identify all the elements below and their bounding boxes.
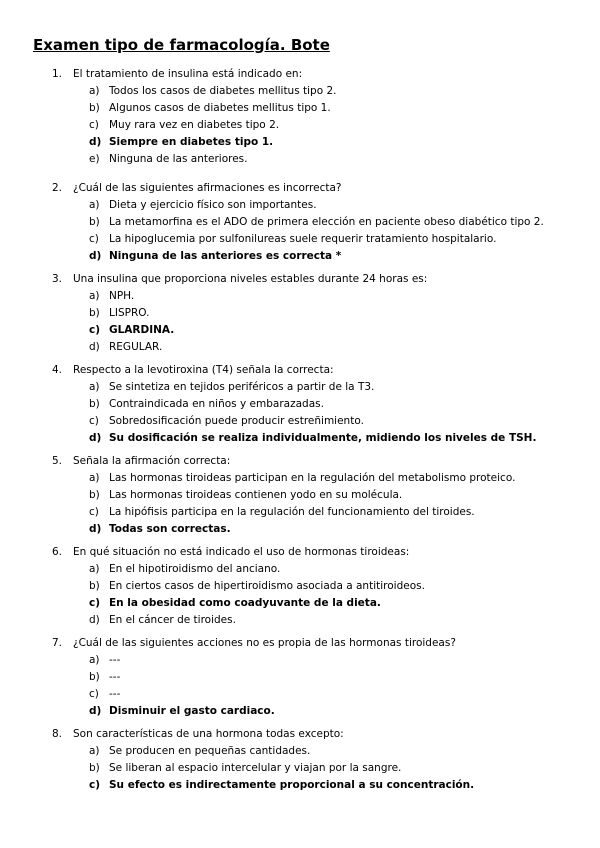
option-letter: c) bbox=[89, 119, 99, 131]
option-row-answer bbox=[0, 430, 600, 447]
option-text: Se sintetiza en tejidos periféricos a partir de la T3. bbox=[109, 381, 375, 393]
question-text: Respecto a la levotiroxina (T4) señala la correcta: bbox=[73, 364, 334, 376]
question-2 bbox=[0, 180, 600, 265]
option-text: Se liberan al espacio intercelular y viajan por la sangre. bbox=[109, 762, 402, 774]
option-row bbox=[0, 652, 600, 669]
option-row bbox=[0, 231, 600, 248]
question-line bbox=[0, 362, 600, 379]
option-row bbox=[0, 504, 600, 521]
option-text: Las hormonas tiroideas contienen yodo en su molécula. bbox=[109, 489, 403, 501]
option-row bbox=[0, 487, 600, 504]
option-letter: d) bbox=[89, 341, 100, 353]
option-row bbox=[0, 578, 600, 595]
option-text: --- bbox=[109, 688, 121, 700]
question-line bbox=[0, 635, 600, 652]
option-letter: b) bbox=[89, 398, 100, 410]
option-text: En el hipotiroidismo del anciano. bbox=[109, 563, 281, 575]
option-text: Disminuir el gasto cardiaco. bbox=[109, 705, 275, 717]
option-text: --- bbox=[109, 671, 121, 683]
option-row-answer bbox=[0, 134, 600, 151]
option-letter: a) bbox=[89, 85, 100, 97]
option-text: Sobredosificación puede producir estreñimiento. bbox=[109, 415, 364, 427]
option-row bbox=[0, 760, 600, 777]
option-row bbox=[0, 396, 600, 413]
option-letter: a) bbox=[89, 199, 100, 211]
question-number: 3. bbox=[52, 273, 63, 285]
option-text: Su efecto es indirectamente proporcional a su concentración. bbox=[109, 779, 475, 791]
option-letter: c) bbox=[89, 506, 99, 518]
question-number: 6. bbox=[52, 546, 63, 558]
option-letter: b) bbox=[89, 102, 100, 114]
option-row bbox=[0, 339, 600, 356]
option-letter: b) bbox=[89, 580, 100, 592]
option-letter: d) bbox=[89, 705, 102, 717]
option-text: --- bbox=[109, 654, 121, 666]
option-text: La metamorfina es el ADO de primera elección en paciente obeso diabético tipo 2. bbox=[109, 216, 544, 228]
option-letter: b) bbox=[89, 762, 100, 774]
question-4 bbox=[0, 362, 600, 447]
question-line bbox=[0, 453, 600, 470]
question-number: 7. bbox=[52, 637, 63, 649]
option-row bbox=[0, 151, 600, 168]
question-text: Son características de una hormona todas excepto: bbox=[73, 728, 344, 740]
exam-title: Examen tipo de farmacología. Bote bbox=[33, 36, 330, 54]
option-row bbox=[0, 214, 600, 231]
option-row bbox=[0, 470, 600, 487]
option-row bbox=[0, 561, 600, 578]
option-letter: c) bbox=[89, 779, 101, 791]
question-line bbox=[0, 544, 600, 561]
question-number: 8. bbox=[52, 728, 63, 740]
option-text: Ninguna de las anteriores. bbox=[109, 153, 248, 165]
option-letter: a) bbox=[89, 290, 100, 302]
option-text: Su dosificación se realiza individualmente, midiendo los niveles de TSH. bbox=[109, 432, 537, 444]
option-row bbox=[0, 197, 600, 214]
option-row-answer bbox=[0, 703, 600, 720]
option-letter: b) bbox=[89, 489, 100, 501]
option-text: Todos los casos de diabetes mellitus tipo 2. bbox=[109, 85, 337, 97]
question-1 bbox=[0, 66, 600, 168]
question-3 bbox=[0, 271, 600, 356]
option-row bbox=[0, 305, 600, 322]
option-text: Las hormonas tiroideas participan en la regulación del metabolismo proteico. bbox=[109, 472, 516, 484]
option-letter: a) bbox=[89, 654, 100, 666]
option-letter: b) bbox=[89, 671, 100, 683]
option-letter: b) bbox=[89, 216, 100, 228]
option-letter: c) bbox=[89, 324, 101, 336]
option-text: Dieta y ejercicio físico son importantes. bbox=[109, 199, 317, 211]
option-letter: a) bbox=[89, 381, 100, 393]
option-text: GLARDINA. bbox=[109, 324, 175, 336]
option-row bbox=[0, 100, 600, 117]
question-text: En qué situación no está indicado el uso de hormonas tiroideas: bbox=[73, 546, 410, 558]
option-text: Todas son correctas. bbox=[109, 523, 231, 535]
option-letter: a) bbox=[89, 472, 100, 484]
option-text: REGULAR. bbox=[109, 341, 163, 353]
option-letter: e) bbox=[89, 153, 100, 165]
option-text: Se producen en pequeñas cantidades. bbox=[109, 745, 311, 757]
option-text: En la obesidad como coadyuvante de la dieta. bbox=[109, 597, 381, 609]
option-letter: a) bbox=[89, 563, 100, 575]
option-text: En el cáncer de tiroides. bbox=[109, 614, 236, 626]
question-number: 4. bbox=[52, 364, 63, 376]
question-text: El tratamiento de insulina está indicado en: bbox=[73, 68, 303, 80]
option-row-answer bbox=[0, 248, 600, 265]
question-line bbox=[0, 726, 600, 743]
option-row-answer bbox=[0, 595, 600, 612]
option-text: NPH. bbox=[109, 290, 135, 302]
option-row bbox=[0, 686, 600, 703]
option-row bbox=[0, 669, 600, 686]
option-row bbox=[0, 379, 600, 396]
question-text: ¿Cuál de las siguientes acciones no es propia de las hormonas tiroideas? bbox=[73, 637, 456, 649]
option-text: Ninguna de las anteriores es correcta * bbox=[109, 250, 342, 262]
question-line bbox=[0, 271, 600, 288]
option-row bbox=[0, 117, 600, 134]
option-letter: a) bbox=[89, 745, 100, 757]
option-row bbox=[0, 743, 600, 760]
option-letter: c) bbox=[89, 688, 99, 700]
option-letter: d) bbox=[89, 432, 102, 444]
option-letter: c) bbox=[89, 233, 99, 245]
option-text: La hipoglucemia por sulfonilureas suele requerir tratamiento hospitalario. bbox=[109, 233, 497, 245]
option-row-answer bbox=[0, 521, 600, 538]
option-letter: d) bbox=[89, 614, 100, 626]
option-text: Contraindicada en niños y embarazadas. bbox=[109, 398, 324, 410]
option-row bbox=[0, 288, 600, 305]
question-line bbox=[0, 66, 600, 83]
question-5 bbox=[0, 453, 600, 538]
option-text: Siempre en diabetes tipo 1. bbox=[109, 136, 274, 148]
question-text: Una insulina que proporciona niveles estables durante 24 horas es: bbox=[73, 273, 428, 285]
option-text: LISPRO. bbox=[109, 307, 150, 319]
option-letter: d) bbox=[89, 250, 102, 262]
question-text: ¿Cuál de las siguientes afirmaciones es incorrecta? bbox=[73, 182, 342, 194]
option-text: La hipófisis participa en la regulación del funcionamiento del tiroides. bbox=[109, 506, 475, 518]
question-line bbox=[0, 180, 600, 197]
question-6 bbox=[0, 544, 600, 629]
option-row bbox=[0, 612, 600, 629]
question-7 bbox=[0, 635, 600, 720]
question-text: Señala la afirmación correcta: bbox=[73, 455, 231, 467]
question-8 bbox=[0, 726, 600, 794]
option-letter: d) bbox=[89, 523, 102, 535]
option-text: Muy rara vez en diabetes tipo 2. bbox=[109, 119, 280, 131]
option-letter: c) bbox=[89, 415, 99, 427]
option-row bbox=[0, 83, 600, 100]
option-letter: c) bbox=[89, 597, 101, 609]
question-number: 5. bbox=[52, 455, 63, 467]
question-number: 1. bbox=[52, 68, 63, 80]
question-number: 2. bbox=[52, 182, 63, 194]
option-text: En ciertos casos de hipertiroidismo asociada a antitiroideos. bbox=[109, 580, 425, 592]
option-text: Algunos casos de diabetes mellitus tipo 1. bbox=[109, 102, 331, 114]
option-row-answer bbox=[0, 777, 600, 794]
option-letter: b) bbox=[89, 307, 100, 319]
option-letter: d) bbox=[89, 136, 102, 148]
option-row-answer bbox=[0, 322, 600, 339]
option-row bbox=[0, 413, 600, 430]
